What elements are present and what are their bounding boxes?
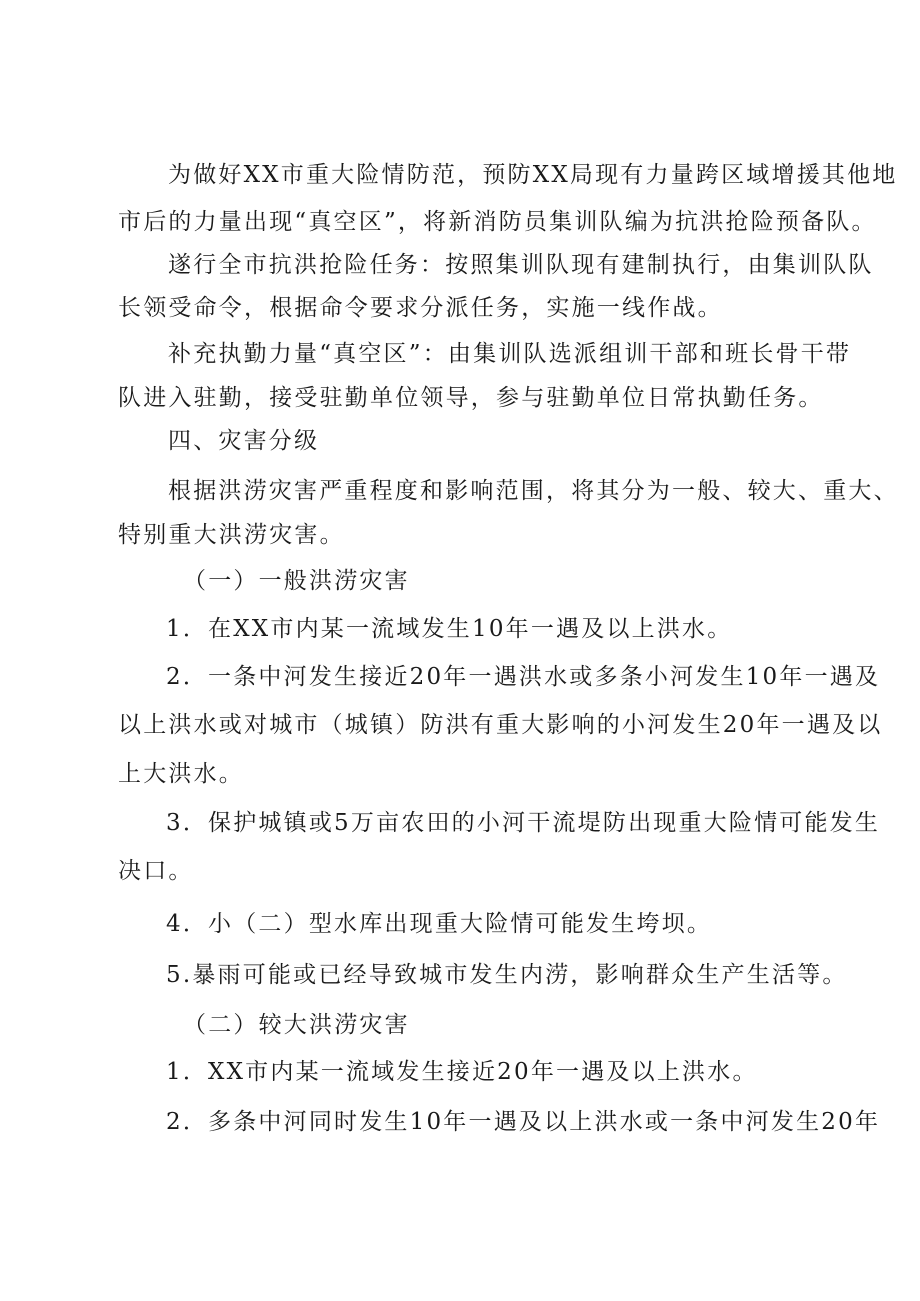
paragraph-line: 根据洪涝灾害严重程度和影响范围，将其分为一般、较大、重大、 [168,478,899,504]
subsection-heading: （一）一般洪涝灾害 [183,568,410,594]
paragraph-line: 补充执勤力量“真空区”：由集训队选派组训干部和班长骨干带 [168,341,852,367]
paragraph-line: 市后的力量出现“真空区”，将新消防员集训队编为抗洪抢险预备队。 [118,209,877,235]
list-item: 1．XX市内某一流域发生接近20年一遇及以上洪水。 [166,1059,758,1085]
paragraph-line: 长领受命令，根据命令要求分派任务，实施一线作战。 [118,295,723,321]
list-item: 2．一条中河发生接近20年一遇洪水或多条小河发生10年一遇及 [166,664,881,690]
paragraph-line: 以上洪水或对城市（城镇）防洪有重大影响的小河发生20年一遇及以 [118,712,883,738]
paragraph-line: 队进入驻勤，接受驻勤单位领导，参与驻勤单位日常执勤任务。 [118,385,824,411]
list-item: 1．在XX市内某一流域发生10年一遇及以上洪水。 [166,616,733,642]
list-item: 5.暴雨可能或已经导致城市发生内涝，影响群众生产生活等。 [166,962,848,988]
section-heading: 四、灾害分级 [168,428,320,454]
list-item: 4．小（二）型水库出现重大险情可能发生垮坝。 [166,911,713,937]
paragraph-line: 特别重大洪涝灾害。 [118,522,345,548]
paragraph-line: 遂行全市抗洪抢险任务：按照集训队现有建制执行，由集训队队 [168,252,874,278]
paragraph-line: 上大洪水。 [118,761,244,787]
list-item: 2．多条中河同时发生10年一遇及以上洪水或一条中河发生20年 [166,1109,881,1135]
subsection-heading: （二）较大洪涝灾害 [183,1012,410,1038]
list-item: 3．保护城镇或5万亩农田的小河干流堤防出现重大险情可能发生 [166,810,881,836]
paragraph-line: 为做好XX市重大险情防范，预防XX局现有力量跨区域增援其他地 [168,162,898,188]
paragraph-line: 决口。 [118,858,194,884]
